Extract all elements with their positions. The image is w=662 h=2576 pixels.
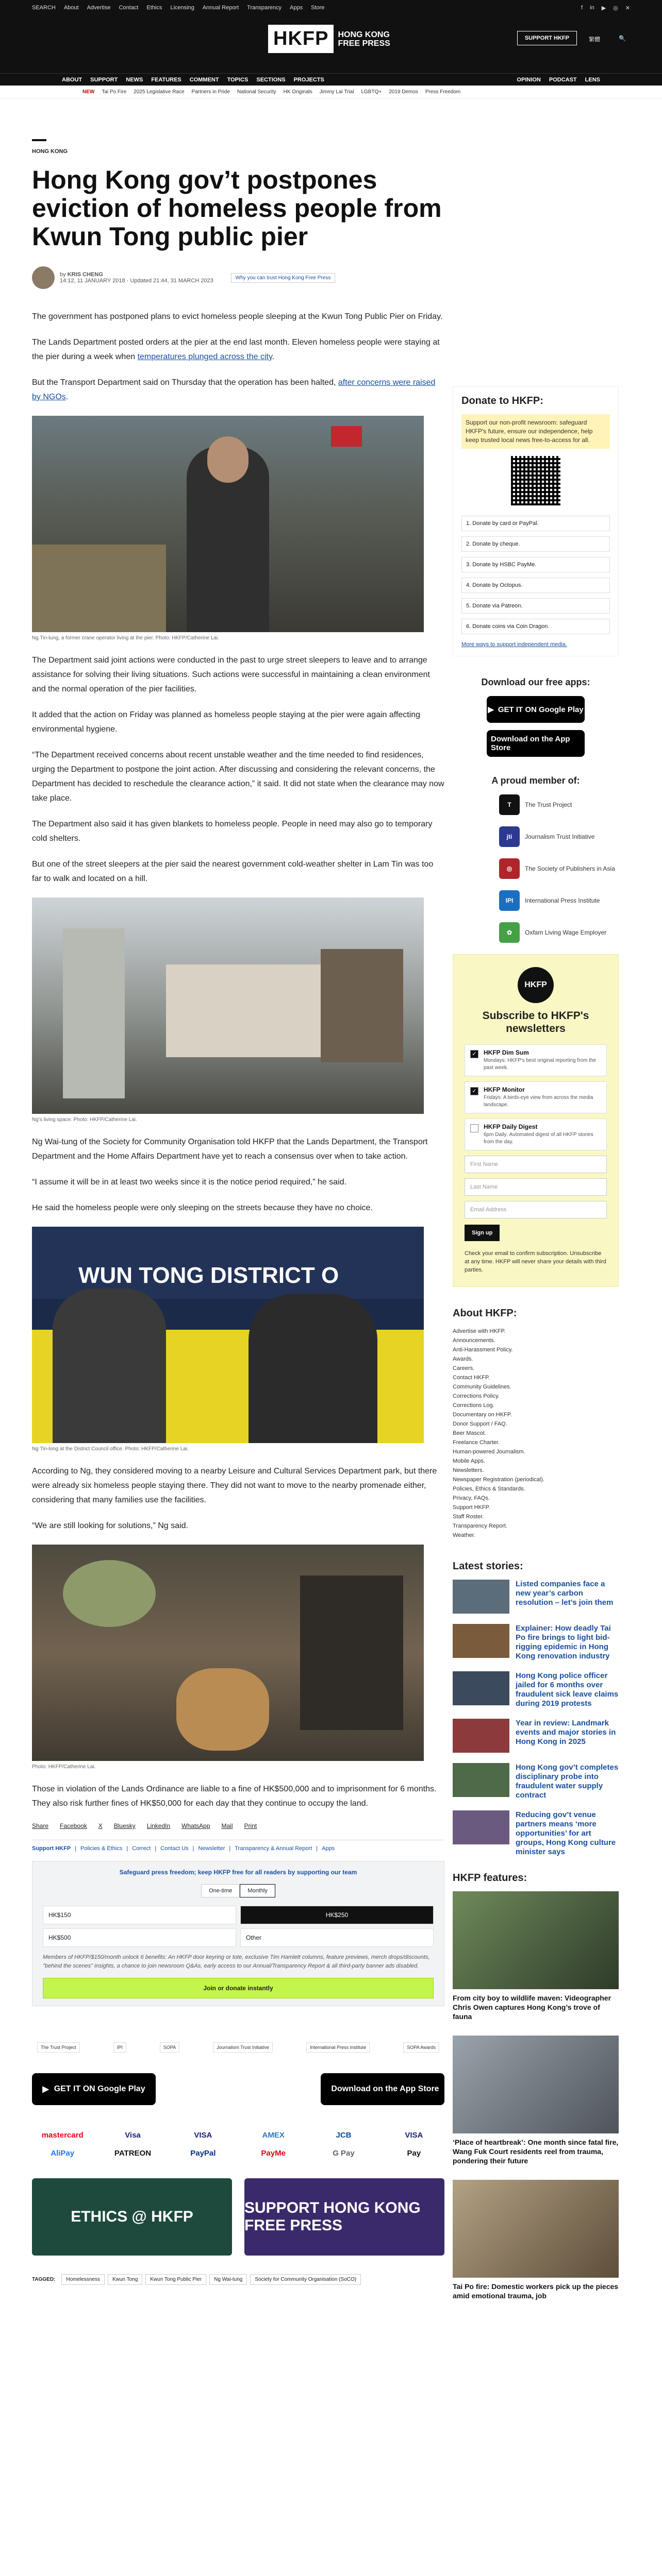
frequency-toggle	[43, 1884, 434, 1897]
story-item[interactable]: Hong Kong police officer jailed for 6 months over fraudulent sick leave claims during 2019 protests	[453, 1671, 619, 1708]
newsletter-logo: HKFP	[518, 967, 554, 1003]
feature-image[interactable]	[453, 2180, 619, 2278]
photo-caption: Ng Tin-long at the District Council office. Photo: HKFP/Catherine Lai.	[32, 1446, 189, 1452]
tag[interactable]: Ng Wai-tung	[209, 2274, 247, 2285]
nav-topics[interactable]: TOPICS	[227, 76, 249, 83]
play-icon: ▶	[42, 2085, 49, 2094]
about-link[interactable]: Staff Roster.	[453, 1514, 484, 1520]
sidebar-heading: HKFP features:	[453, 1872, 527, 1884]
ethics-banner[interactable]: ETHICS @ HKFP	[32, 2178, 232, 2256]
top-bar	[0, 0, 662, 15]
about-links	[453, 1327, 619, 1540]
share-x[interactable]: X	[98, 1822, 103, 1829]
share-print[interactable]: Print	[244, 1822, 257, 1829]
topbar-link-licensing[interactable]: Licensing	[170, 5, 194, 11]
topbar-link-contact[interactable]: Contact	[119, 5, 139, 11]
footer-link[interactable]: Transparency & Annual Report	[235, 1845, 312, 1852]
trending-link[interactable]: Partners in Pride	[191, 89, 230, 95]
app-store-button[interactable]: Download on the App Store	[321, 2073, 444, 2105]
newsletter-signup	[453, 954, 619, 1287]
amount-option[interactable]: HK$500	[43, 1928, 236, 1947]
share-linkedin[interactable]: LinkedIn	[146, 1822, 171, 1829]
about-link[interactable]: Privacy, FAQs.	[453, 1495, 490, 1501]
member-item[interactable]: ✿ Oxfam Living Wage Employer	[453, 922, 619, 943]
gpay-icon: G Pay	[333, 2149, 355, 2158]
newsletter-title: Subscribe to HKFP's newsletters	[482, 1010, 589, 1035]
paragraph: It added that the action on Friday was planned as homeless people staying at the pier were again affecting environmental hygiene.	[32, 710, 421, 734]
story-thumb	[453, 1671, 509, 1705]
nav-opinion[interactable]: OPINION	[517, 76, 541, 83]
photo-caption: Ng’s living space. Photo: HKFP/Catherine Lai.	[32, 1117, 137, 1123]
about-link[interactable]: Policies, Ethics & Standards.	[453, 1486, 525, 1492]
site-header	[0, 15, 662, 73]
nav-comment[interactable]: COMMENT	[189, 76, 219, 83]
sopa-icon: ◎	[499, 858, 520, 879]
member-list	[453, 794, 619, 943]
trending-link[interactable]: Jimmy Lai Trial	[319, 89, 354, 95]
about-link[interactable]: Anti-Harassment Policy.	[453, 1347, 513, 1353]
author-name[interactable]: KRIS CHENG	[67, 272, 103, 278]
paypal-icon: PayPal	[190, 2149, 216, 2158]
checkbox[interactable]	[470, 1124, 478, 1132]
tags	[32, 2274, 444, 2285]
trending-bar	[0, 86, 662, 99]
amount-grid	[43, 1906, 434, 1947]
trending-link[interactable]: Tai Po Fire	[102, 89, 127, 95]
sidebar-heading: About HKFP:	[453, 1308, 517, 1319]
trending-link[interactable]: National Security	[237, 89, 276, 95]
article-body	[32, 310, 444, 1811]
section-tag[interactable]: HONG KONG	[32, 148, 68, 155]
sidebar-heading: Latest stories:	[453, 1561, 523, 1572]
footer-links: Support HKFP | Policies & Ethics | Correct | Contact Us | Newsletter | Transparency & Annual Report | Apps	[32, 1840, 444, 1852]
trending-link[interactable]: HK Originals	[283, 89, 312, 95]
story-thumb	[453, 1763, 509, 1797]
badge[interactable]: International Press Institute	[306, 2042, 370, 2053]
footer-link[interactable]: Support HKFP	[32, 1845, 71, 1852]
article	[32, 139, 444, 2285]
about-link[interactable]: Newspaper Registration (periodical).	[453, 1477, 544, 1483]
sign-text: WUN TONG DISTRICT O	[32, 1227, 424, 1299]
more-ways-link[interactable]: More ways to support independent media.	[461, 641, 567, 648]
badge[interactable]: SOPA	[160, 2042, 179, 2053]
donate-option[interactable]: 1. Donate by card or PayPal.	[461, 516, 610, 531]
trending-link[interactable]: 2025 Legislative Race	[134, 89, 185, 95]
topbar-link-store[interactable]: Store	[311, 5, 325, 11]
youtube-icon[interactable]: ▶	[601, 5, 606, 11]
benefits-text: Members of HKFP/$150/month unlock 6 benefits: An HKFP door keyring or tote, exclusive Tim Hamlett columns, feature previews, merch drops/discounts, "behind the scenes" insights, a chance to join newsroom Q&As, early access to our Annual/Transparency Report & all third-party banner ads disabled.	[43, 1954, 430, 1969]
jcb-icon: JCB	[336, 2131, 352, 2140]
paragraph: He said the homeless people were only sleeping on the streets because they have no choice.	[32, 1204, 373, 1212]
footer-link[interactable]: Contact Us	[160, 1845, 189, 1852]
share-button[interactable]: Share	[32, 1822, 49, 1829]
tag[interactable]: Homelessness	[61, 2274, 105, 2285]
inline-link[interactable]: after concerns were raised by NGOs	[32, 378, 436, 401]
paragraph: The Department said joint actions were conducted in the past to urge street sleepers to leave and to arrange assistance for solving their living situations. Such actions were successful in maintaining a clean environment and the normal operation of the pier facilities.	[32, 656, 430, 693]
donate-option[interactable]: 3. Donate by HSBC PayMe.	[461, 557, 610, 572]
donate-box	[32, 1861, 444, 2006]
last-name-input[interactable]: Last Name	[465, 1178, 607, 1196]
paragraph: “We are still looking for solutions,” Ng said.	[32, 1521, 188, 1530]
visa-icon: Visa	[125, 2131, 141, 2140]
footer-link[interactable]: Policies & Ethics	[80, 1845, 123, 1852]
support-hkfp-button[interactable]: SUPPORT HKFP	[517, 31, 577, 45]
ipi-icon: IPI	[499, 890, 520, 911]
linkedin-icon[interactable]: in	[590, 4, 594, 11]
about-link[interactable]: Awards.	[453, 1356, 473, 1362]
article-title: Hong Kong gov’t postpones eviction of homeless people from Kwun Tong public pier	[32, 165, 442, 251]
amount-option-other[interactable]: Other	[240, 1928, 434, 1947]
paragraph: The Lands Department posted orders at the pier at the end last month. Eleven homeless people were staying at the pier during a week when temperatures plunged across the city.	[32, 338, 440, 361]
about-section	[453, 1308, 619, 1540]
member-badges	[32, 2042, 444, 2053]
freq-one-time[interactable]: One-time	[201, 1884, 240, 1897]
nav-about[interactable]: ABOUT	[62, 76, 82, 83]
amount-option[interactable]: HK$150	[43, 1906, 236, 1924]
facebook-icon[interactable]: f	[581, 4, 583, 11]
member-item[interactable]: IPI International Press Institute	[453, 890, 619, 911]
paragraph: But one of the street sleepers at the pier said the nearest government cold-weather shelter in Lam Tin was too far to walk and located on a hill.	[32, 860, 434, 883]
share-facebook[interactable]: Facebook	[60, 1822, 87, 1829]
promo-banners	[32, 2178, 444, 2256]
patreon-icon: PATREON	[114, 2149, 152, 2158]
visa-icon: VISA	[194, 2131, 212, 2140]
badge[interactable]: SOPA Awards	[403, 2042, 439, 2053]
freq-monthly[interactable]: Monthly	[240, 1884, 275, 1897]
nav-podcast[interactable]: PODCAST	[549, 76, 577, 83]
paragraph: Ng Wai-tung of the Society for Community Organisation told HKFP that the Lands Department, the Transport Department and the Home Affairs Department have yet to reach a consensus over when to take action.	[32, 1138, 428, 1161]
newsletter-note: Check your email to confirm subscription. Unsubscribe at any time. HKFP will never share your details with third parties.	[465, 1250, 606, 1273]
topbar-link-about[interactable]: About	[63, 5, 79, 11]
about-link[interactable]: Documentary on HKFP.	[453, 1412, 512, 1418]
badge[interactable]: Journalism Trust Initiative	[213, 2042, 273, 2053]
about-link[interactable]: Freelance Charter.	[453, 1439, 500, 1446]
new-badge: NEW	[82, 89, 95, 95]
nav-features[interactable]: FEATURES	[151, 76, 181, 83]
paragraph: “I assume it will be in at least two weeks since it is the notice period required,” he said.	[32, 1178, 347, 1187]
paragraph: The government has postponed plans to evict homeless people sleeping at the Kwun Tong Public Pier on Friday.	[32, 312, 443, 321]
article-photo	[32, 1227, 424, 1443]
article-dates: 14:12, 11 JANUARY 2018 · Updated 21:44, 31 MARCH 2023	[60, 278, 213, 284]
payme-icon: PayMe	[261, 2149, 286, 2158]
about-link[interactable]: Contact HKFP.	[453, 1375, 490, 1381]
feature-title[interactable]: ‘Place of heartbreak’: One month since fatal fire, Wang Fuk Court residents reel from trauma, pondering their future	[453, 2138, 619, 2165]
section-rule	[32, 139, 46, 141]
newsletter-option[interactable]: ✓ HKFP Monitor Fridays: A birds-eye view from across the media landscape.	[465, 1081, 607, 1113]
story-thumb	[453, 1580, 509, 1614]
google-play-button[interactable]: ▶ GET IT ON Google Play	[487, 696, 585, 723]
signup-button[interactable]: Sign up	[465, 1225, 500, 1241]
about-link[interactable]: Newsletters.	[453, 1467, 484, 1473]
search-icon[interactable]: 🔍	[619, 36, 626, 42]
tag[interactable]: Society for Community Organisation (SoCO)	[250, 2274, 361, 2285]
first-name-input[interactable]: First Name	[465, 1156, 607, 1173]
play-icon: ▶	[488, 705, 494, 714]
latest-stories	[453, 1561, 619, 1857]
check-icon[interactable]: ✓	[470, 1087, 478, 1095]
trending-link[interactable]: LGBTQ+	[361, 89, 382, 95]
about-link[interactable]: Human-powered Journalism.	[453, 1449, 525, 1455]
feature-image[interactable]	[453, 2036, 619, 2133]
logo-wordmark: HONG KONG FREE PRESS	[338, 30, 390, 48]
mastercard-icon: mastercard	[41, 2131, 84, 2140]
photo-caption: Ng Tin-lung, a former crane operator living at the pier. Photo: HKFP/Catherine Lai.	[32, 635, 219, 641]
footer-link[interactable]: Newsletter	[198, 1845, 225, 1852]
about-link[interactable]: Donor Support / FAQ.	[453, 1421, 507, 1427]
app-store-row	[32, 2073, 444, 2105]
amount-option-selected[interactable]: HK$250	[240, 1906, 434, 1924]
nav-support[interactable]: SUPPORT	[90, 76, 118, 83]
oxfam-icon: ✿	[499, 922, 520, 943]
story-item[interactable]: Year in review: Landmark events and major stories in Hong Kong in 2025	[453, 1719, 619, 1753]
tag[interactable]: Kwun Tong Public Pier	[145, 2274, 206, 2285]
footer-link[interactable]: Correct	[132, 1845, 151, 1852]
story-thumb	[453, 1719, 509, 1753]
paragraph: “The Department received concerns about recent unstable weather and the time needed to find residences, urging the Department to postpone the joint action. After discussing and considering the relevant concerns, the Department has decided to reschedule the clearance action,” it said. It did not state when the clearance may now take place.	[32, 751, 444, 803]
tag[interactable]: Kwun Tong	[108, 2274, 142, 2285]
about-link[interactable]: Careers.	[453, 1365, 475, 1371]
nav-projects[interactable]: PROJECTS	[293, 76, 324, 83]
about-link[interactable]: Corrections Policy.	[453, 1393, 500, 1399]
amex-icon: AMEX	[262, 2131, 285, 2140]
sidebar-heading: A proud member of:	[491, 775, 580, 786]
story-item[interactable]: Explainer: How deadly Tai Po fire brings to light bid-rigging epidemic in Hong Kong renovation industry	[453, 1624, 619, 1661]
email-input[interactable]: Email Address	[465, 1201, 607, 1218]
visa-icon: VISA	[405, 2131, 423, 2140]
story-thumb	[453, 1624, 509, 1658]
article-photo	[32, 1545, 424, 1761]
check-icon[interactable]: ✓	[470, 1050, 478, 1058]
payment-methods	[32, 2131, 444, 2158]
topbar-link-advertise[interactable]: Advertise	[87, 5, 111, 11]
story-item[interactable]: Reducing gov’t venue partners means ‘more opportunities’ for art groups, Hong Kong culture minister says	[453, 1810, 619, 1857]
main-nav	[0, 73, 662, 86]
google-play-button[interactable]: ▶ GET IT ON Google Play	[32, 2073, 156, 2105]
search-link[interactable]: SEARCH	[32, 5, 56, 11]
qr-code	[511, 456, 560, 505]
alipay-icon: AliPay	[51, 2149, 75, 2158]
instagram-icon[interactable]: ◎	[613, 5, 618, 11]
newsletter-option[interactable]: ✓ HKFP Dim Sum Mondays: HKFP's best original reporting from the past week.	[465, 1044, 607, 1076]
story-item[interactable]: Listed companies face a new year’s carbon resolution – let’s join them	[453, 1580, 619, 1614]
story-thumb	[453, 1810, 509, 1844]
sidebar-heading: Download our free apps:	[481, 677, 590, 687]
donate-option[interactable]: 4. Donate by Octopus.	[461, 578, 610, 593]
about-link[interactable]: Announcements.	[453, 1337, 495, 1344]
trust-project-icon: T	[499, 794, 520, 815]
badge[interactable]: The Trust Project	[37, 2042, 80, 2053]
logo-mark: HKFP	[268, 25, 334, 53]
article-photo	[32, 897, 424, 1114]
badge[interactable]: IPI	[113, 2042, 126, 2053]
feature-image[interactable]	[453, 1891, 619, 1989]
topbar-link-apps[interactable]: Apps	[290, 5, 303, 11]
donate-option[interactable]: 2. Donate by cheque.	[461, 536, 610, 552]
about-link[interactable]: Corrections Log.	[453, 1402, 494, 1409]
about-link[interactable]: Mobile Apps.	[453, 1458, 485, 1464]
sidebar-donate	[453, 386, 619, 656]
about-link[interactable]: Beer Mascot.	[453, 1430, 486, 1436]
member-item[interactable]: jti Journalism Trust Initiative	[453, 826, 619, 847]
donate-intro[interactable]: Support our non-profit newsroom: safeguard HKFP's future, ensure our independence, help keep trusted local news free-to-access for all.	[461, 414, 610, 449]
topbar-link-ethics[interactable]: Ethics	[146, 5, 162, 11]
apple-pay-icon: Pay	[407, 2149, 421, 2158]
topbar-link-annual-report[interactable]: Annual Report	[202, 5, 239, 11]
newsletter-option[interactable]: HKFP Daily Digest 6pm Daily: Automated digest of all HKFP stories from the day.	[465, 1118, 607, 1150]
trust-badge[interactable]: Why you can trust Hong Kong Free Press	[231, 273, 336, 283]
nav-sections[interactable]: SECTIONS	[256, 76, 286, 83]
donate-title: Safeguard press freedom; keep HKFP free for all readers by supporting our team	[119, 1869, 357, 1876]
about-link[interactable]: Community Guidelines.	[453, 1384, 511, 1390]
article-photo	[32, 416, 424, 632]
share-mail[interactable]: Mail	[221, 1822, 233, 1829]
trending-link[interactable]: Press Freedom	[425, 89, 461, 95]
app-store-button[interactable]: Download on the App Store	[487, 730, 585, 757]
member-item[interactable]: ◎ The Society of Publishers in Asia	[453, 858, 619, 879]
support-banner[interactable]: SUPPORT HONG KONG FREE PRESS	[244, 2178, 444, 2256]
paragraph: According to Ng, they considered moving to a nearby Leisure and Cultural Services Department park, but there were already six homeless people staying there. They did not want to move to the nearby promenade either, considering that many families use the facilities.	[32, 1467, 437, 1504]
tags-label: TAGGED:	[32, 2277, 56, 2282]
nav-lens[interactable]: LENS	[585, 76, 600, 83]
feature-title[interactable]: Tai Po fire: Domestic workers pick up the pieces amid emotional trauma, job	[453, 2282, 619, 2300]
sidebar	[453, 386, 619, 2315]
about-link[interactable]: Weather.	[453, 1532, 475, 1538]
photo-caption: Photo: HKFP/Catherine Lai.	[32, 1764, 96, 1770]
about-link[interactable]: Transparency Report.	[453, 1523, 507, 1529]
donate-option[interactable]: 6. Donate coins via Coin Dragon.	[461, 619, 610, 634]
feature-title[interactable]: From city boy to wildlife maven: Videographer Chris Owen captures Hong Kong’s trove of fauna	[453, 1994, 611, 2021]
paragraph: The Department also said it has given blankets to homeless people. People in need may also go to temporary cold shelters.	[32, 820, 433, 843]
byline: by KRIS CHENG 14:12, 11 JANUARY 2018 · Updated 21:44, 31 MARCH 2023 Why you can trust Hong Kong Free Press	[32, 266, 444, 289]
share-whatsapp[interactable]: WhatsApp	[181, 1822, 210, 1829]
about-link[interactable]: Support HKFP.	[453, 1504, 490, 1511]
sidebar-heading: Donate to HKFP:	[461, 395, 543, 406]
paragraph: Those in violation of the Lands Ordinance are liable to a fine of HK$500,000 and to imprisonment for 6 months. They also risk further fines of HK$50,000 for each day that they continue to occupy the land.	[32, 1785, 437, 1808]
footer-link[interactable]: Apps	[322, 1845, 335, 1852]
nav-news[interactable]: NEWS	[126, 76, 143, 83]
story-item[interactable]: Hong Kong gov’t completes disciplinary probe into fraudulent water supply contract	[453, 1763, 619, 1800]
author-avatar	[32, 266, 55, 289]
topbar-link-transparency[interactable]: Transparency	[247, 5, 282, 11]
join-donate-button[interactable]: Join or donate instantly	[43, 1978, 434, 1998]
x-icon[interactable]: ✕	[625, 5, 630, 11]
share-bluesky[interactable]: Bluesky	[113, 1822, 136, 1829]
share-bar	[32, 1822, 444, 1829]
language-switch[interactable]: 繁體	[589, 37, 600, 43]
donate-option[interactable]: 5. Donate via Patreon.	[461, 598, 610, 614]
paragraph: But the Transport Department said on Thursday that the operation has been halted, after concerns were raised by NGOs.	[32, 378, 436, 401]
site-logo[interactable]	[268, 25, 390, 53]
inline-link[interactable]: temperatures plunged across the city	[137, 352, 272, 361]
about-link[interactable]: Advertise with HKFP.	[453, 1328, 506, 1334]
trending-link[interactable]: 2019 Demos	[389, 89, 418, 95]
features-section	[453, 1872, 619, 2300]
jti-icon: jti	[499, 826, 520, 847]
member-item[interactable]: T The Trust Project	[453, 794, 619, 815]
